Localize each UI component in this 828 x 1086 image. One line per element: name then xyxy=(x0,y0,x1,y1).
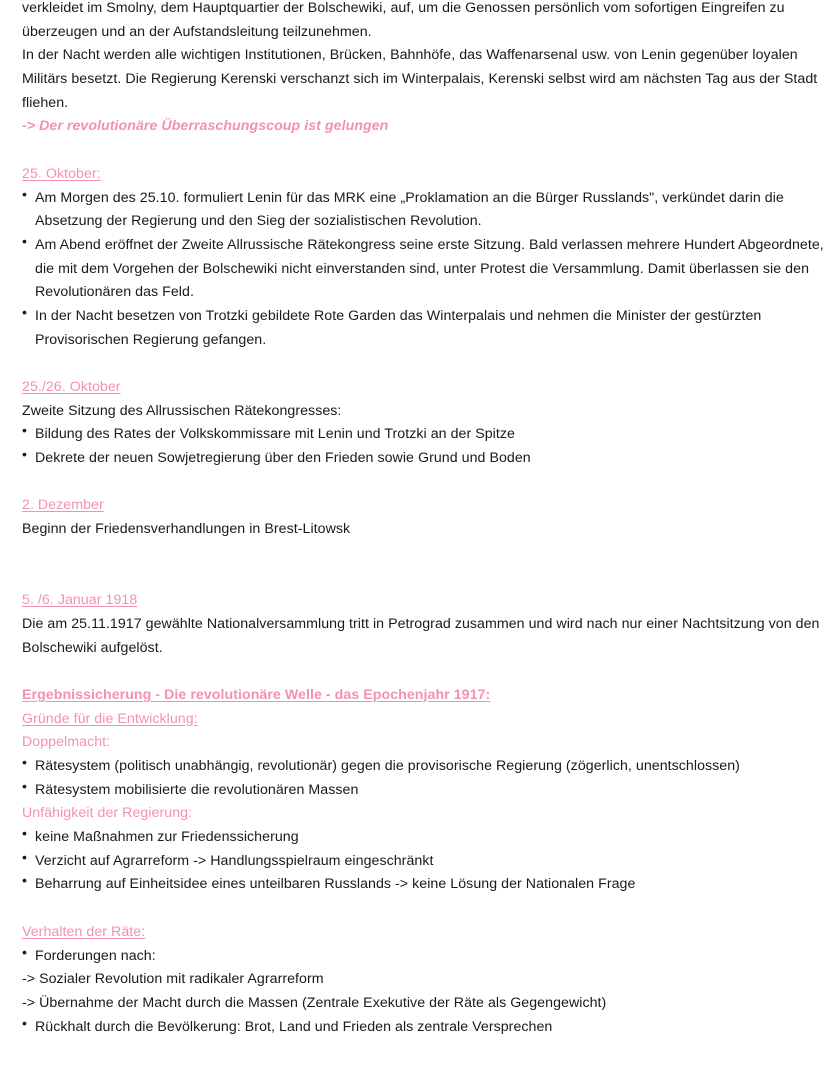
bullet-text: Am Morgen des 25.10. formuliert Lenin für das MRK eine „Proklamation an die Bürger Russlands", verkündet darin die xyxy=(35,189,784,206)
section-heading: 5. /6. Januar 1918 xyxy=(22,592,138,609)
section-intro: Zweite Sitzung des Allrussischen Rätekongresses: xyxy=(22,402,342,419)
document-page xyxy=(22,0,824,1039)
reasons-heading: Gründe für die Entwicklung: xyxy=(22,710,198,727)
section-text: Die am 25.11.1917 gewählte Nationalversammlung tritt in Petrograd zusammen und wird nach nur einer Nachtsitzung von den xyxy=(22,615,820,632)
section-results xyxy=(22,684,812,1039)
bullet-text: Beharrung auf Einheitsidee eines unteilbaren Russlands -> keine Lösung der Nationalen Frage xyxy=(35,876,636,893)
section-text: Beginn der Friedensverhandlungen in Brest-Litowsk xyxy=(22,521,351,538)
intro-section xyxy=(22,0,818,139)
intro-conclusion: -> Der revolutionäre Überraschungscoup ist gelungen xyxy=(22,118,389,135)
bullet-item xyxy=(22,447,812,471)
bullet-item xyxy=(22,779,812,803)
subheading-incapacity: Unfähigkeit der Regierung: xyxy=(22,805,193,822)
intro-line: Militärs besetzt. Die Regierung Kerenski verschanzt sich im Winterpalais, Kerenski selbst wird am nächsten Tag aus der Stadt xyxy=(22,71,818,88)
bullet-text: Rätesystem mobilisierte die revolutionären Massen xyxy=(35,781,359,798)
bullet-dot-icon: • xyxy=(22,233,28,250)
bullet-dot-icon: • xyxy=(22,755,28,772)
bullet-dot-icon: • xyxy=(22,1015,28,1032)
section-dec2 xyxy=(22,494,812,541)
bullet-text: Absetzung der Regierung und den Sieg der sozialistischen Revolution. xyxy=(35,213,482,230)
section-text: Bolschewiki aufgelöst. xyxy=(22,639,163,656)
bullet-dot-icon: • xyxy=(22,447,28,464)
bullet-text: Forderungen nach: xyxy=(35,947,156,964)
bullet-dot-icon: • xyxy=(22,873,28,890)
bullet-dot-icon: • xyxy=(22,186,28,203)
bullet-text: Rückhalt durch die Bevölkerung: Brot, Land und Frieden als zentrale Versprechen xyxy=(35,1018,553,1035)
bullet-item xyxy=(22,850,812,874)
bullet-item xyxy=(22,945,812,969)
bullet-text: Dekrete der neuen Sowjetregierung über den Frieden sowie Grund und Boden xyxy=(35,450,531,467)
subheading-dual-power: Doppelmacht: xyxy=(22,734,111,751)
bullet-item xyxy=(22,755,812,779)
results-title: Ergebnissicherung - Die revolutionäre Welle - das Epochenjahr 1917: xyxy=(22,686,491,703)
bullet-item xyxy=(22,1016,812,1040)
bullet-text: Revolutionären das Feld. xyxy=(35,284,194,301)
bullet-dot-icon: • xyxy=(22,778,28,795)
bullet-text: In der Nacht besetzen von Trotzki gebildete Rote Garden das Winterpalais und nehmen die Minister der gestürzten xyxy=(35,307,762,324)
subheading-councils: Verhalten der Räte: xyxy=(22,923,146,940)
bullet-item xyxy=(22,873,812,897)
bullet-text: keine Maßnahmen zur Friedenssicherung xyxy=(35,829,299,846)
bullet-item xyxy=(22,187,812,234)
intro-line: verkleidet im Smolny, dem Hauptquartier der Bolschewiki, auf, um die Genossen persönlich vom sofortigen Eingreifen zu xyxy=(22,0,785,16)
bullet-text: Provisorischen Regierung gefangen. xyxy=(35,331,267,348)
section-heading: 25. Oktober: xyxy=(22,165,101,182)
bullet-dot-icon: • xyxy=(22,304,28,321)
bullet-item xyxy=(22,826,812,850)
section-heading: 25./26. Oktober xyxy=(22,379,121,395)
bullet-text: Verzicht auf Agrarreform -> Handlungsspielraum eingeschränkt xyxy=(35,852,434,869)
bullet-text: die mit dem Vorgehen der Bolschewiki nicht einverstanden sind, unter Protest die Versammlung. Damit überlassen sie den xyxy=(35,260,810,277)
bullet-text: Am Abend eröffnet der Zweite Allrussische Rätekongress seine erste Sitzung. Bald verlassen mehrere Hundert Abgeordnete, xyxy=(35,236,824,253)
section-oct25 xyxy=(22,163,824,353)
section-jan1918 xyxy=(22,589,820,660)
bullet-text: Rätesystem (politisch unabhängig, revolutionär) gegen die provisorische Regierung (zögerlich, unentschlossen) xyxy=(35,758,740,775)
bullet-text: Bildung des Rates der Volkskommissare mit Lenin und Trotzki an der Spitze xyxy=(35,426,515,443)
bullet-dot-icon: • xyxy=(22,944,28,961)
intro-line: fliehen. xyxy=(22,94,69,111)
arrow-line: -> Übernahme der Macht durch die Massen (Zentrale Exekutive der Räte als Gegengewicht) xyxy=(22,994,607,1011)
bullet-dot-icon: • xyxy=(22,423,28,440)
intro-line: In der Nacht werden alle wichtigen Institutionen, Brücken, Bahnhöfe, das Waffenarsenal usw. von Lenin gegenüber loyalen xyxy=(22,47,798,64)
intro-line: überzeugen und an der Aufstandsleitung teilzunehmen. xyxy=(22,23,372,40)
bullet-item xyxy=(22,233,824,305)
bullet-dot-icon: • xyxy=(22,849,28,866)
bullet-item xyxy=(22,305,812,352)
section-heading: 2. Dezember xyxy=(22,497,104,514)
arrow-line: -> Sozialer Revolution mit radikaler Agrarreform xyxy=(22,971,324,988)
bullet-item xyxy=(22,423,812,447)
bullet-dot-icon: • xyxy=(22,826,28,843)
section-oct25-26 xyxy=(22,376,812,471)
